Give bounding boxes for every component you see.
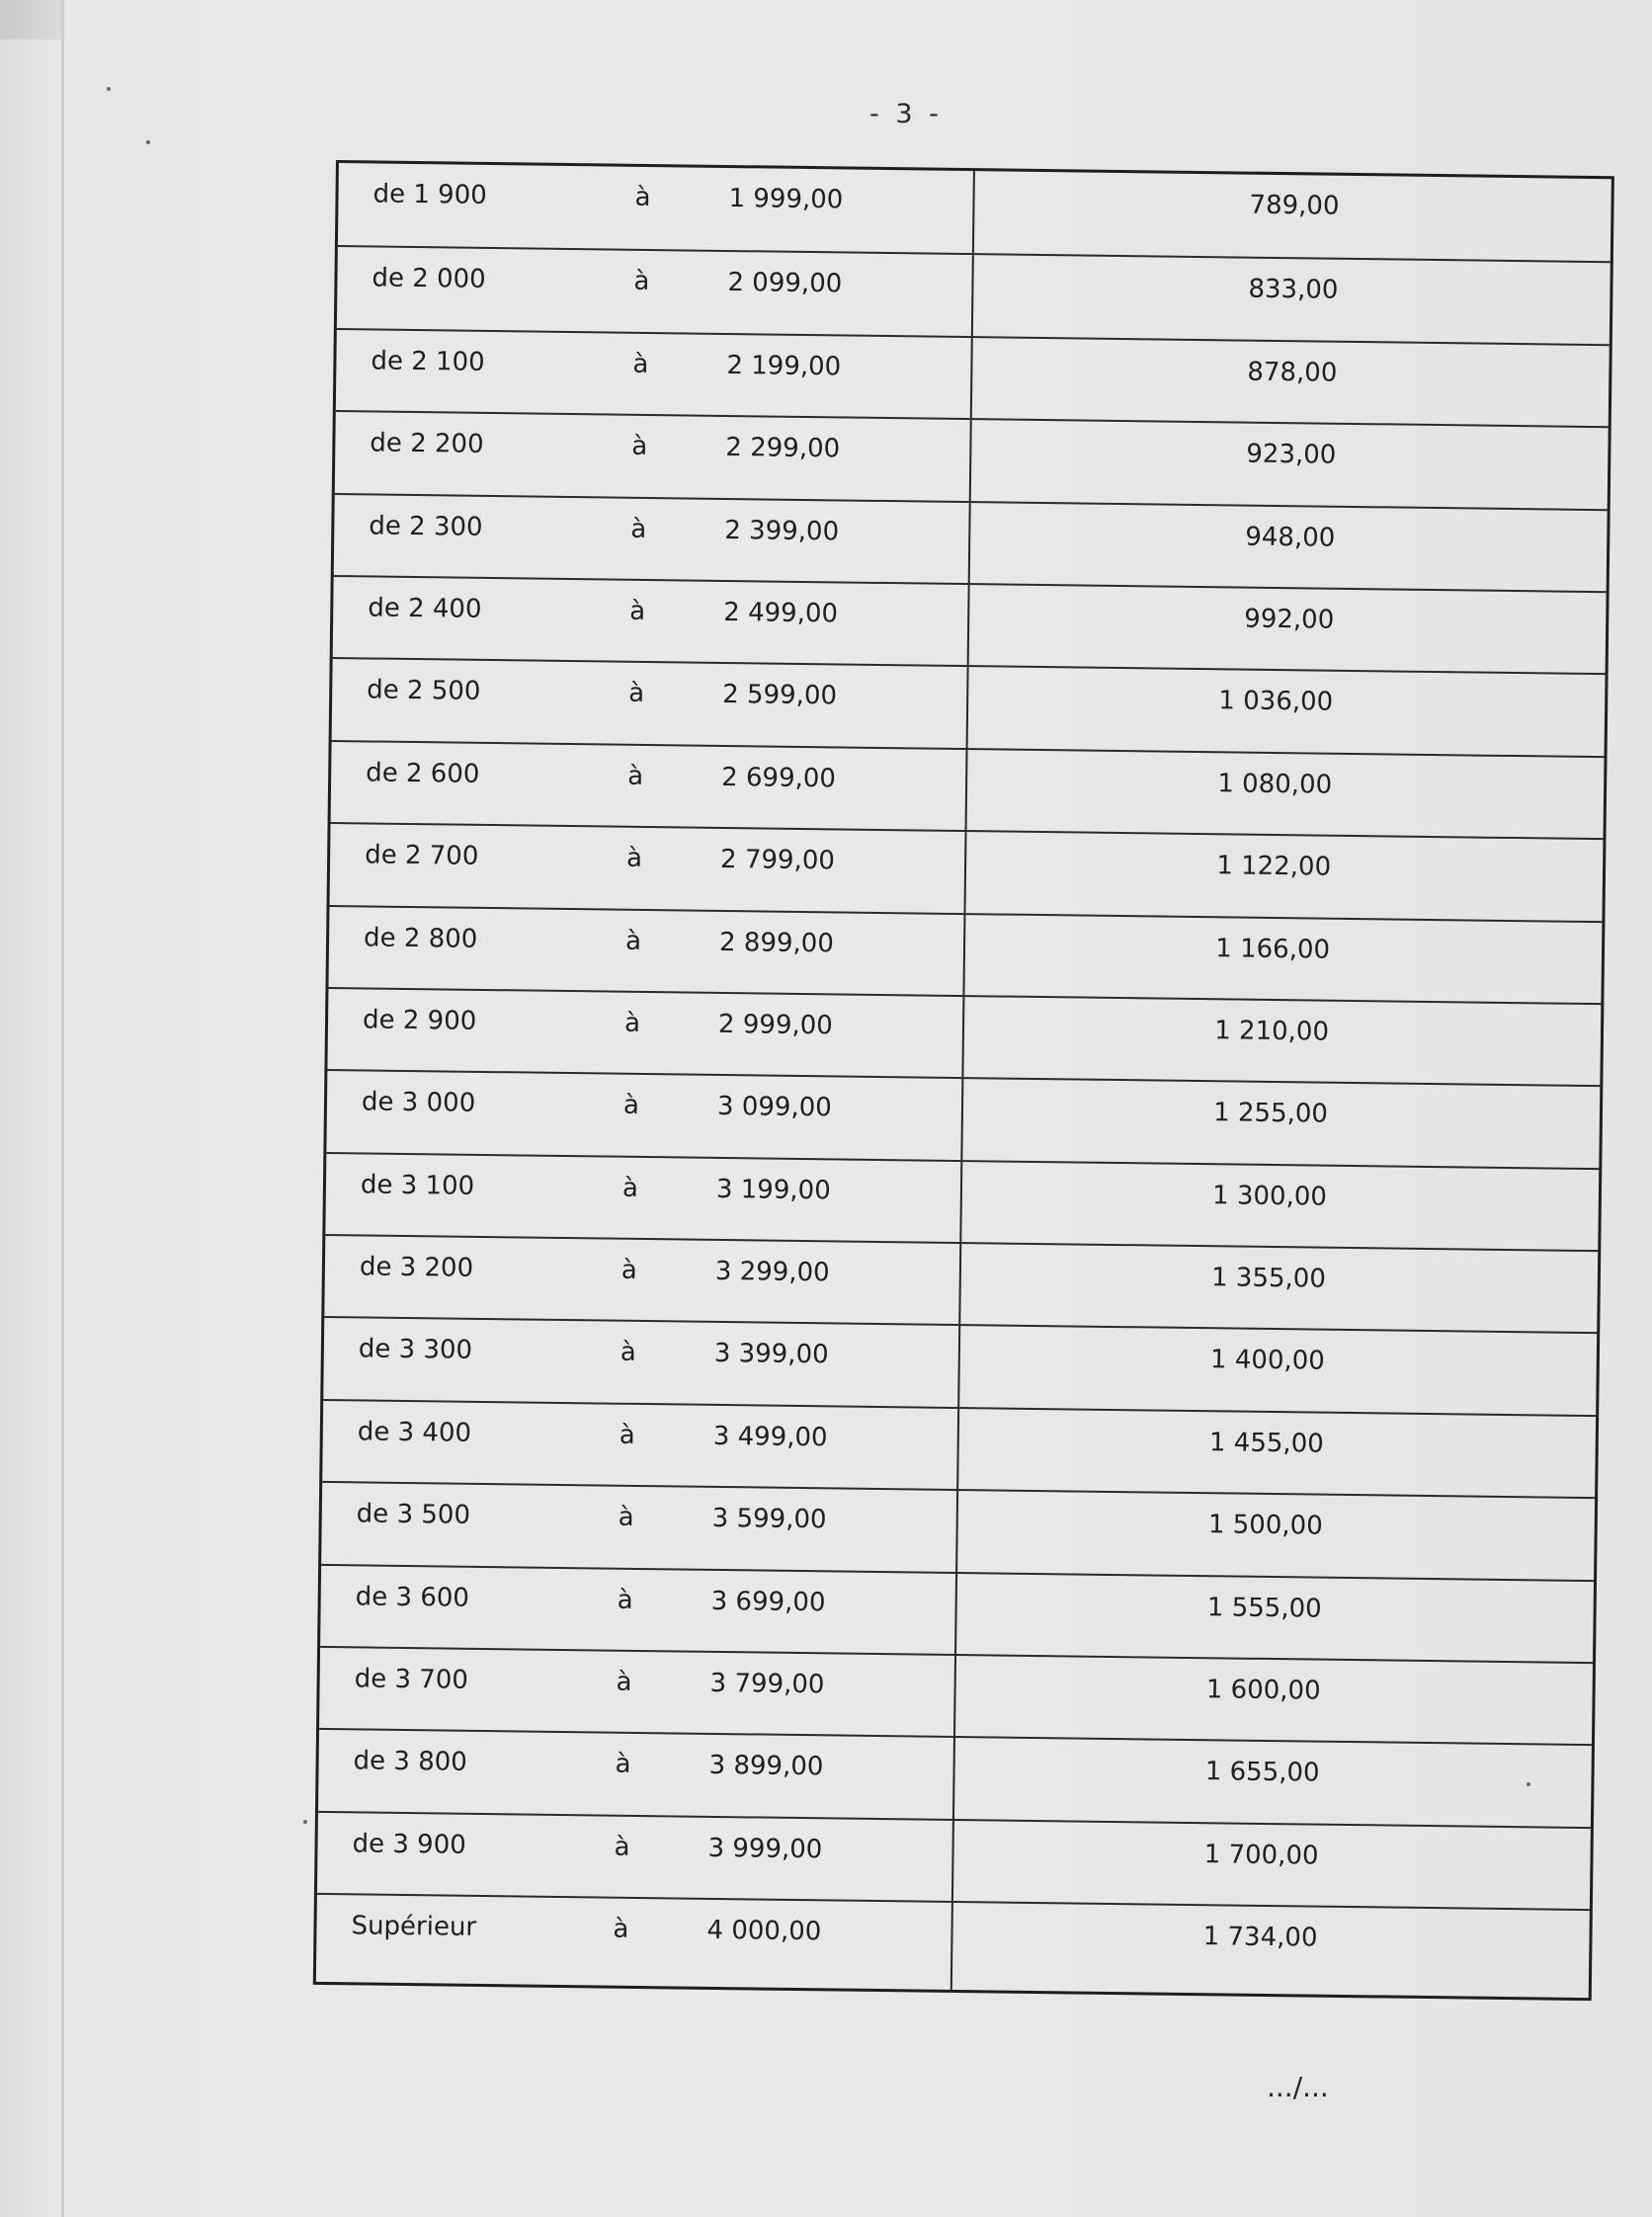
range-to: 2 799,00	[719, 845, 836, 876]
range-from: de 2 700	[364, 840, 479, 871]
range-separator: à	[621, 1173, 639, 1203]
scan-speck	[1527, 1782, 1530, 1786]
amount-value: 1 455,00	[1208, 1428, 1324, 1459]
range-separator: à	[633, 267, 650, 297]
table-row	[333, 575, 1607, 674]
amount-value: 992,00	[1244, 604, 1335, 635]
range-to: 2 699,00	[720, 762, 837, 794]
range-from: de 3 600	[355, 1582, 470, 1613]
range-to: 2 599,00	[722, 680, 838, 711]
table-row	[338, 163, 1611, 262]
scan-speck	[107, 87, 111, 91]
amount-cell	[954, 1738, 1592, 1826]
range-separator: à	[618, 1502, 634, 1533]
table-row	[336, 328, 1610, 427]
amount-value: 1 600,00	[1205, 1675, 1321, 1706]
range-to: 3 399,00	[713, 1339, 829, 1370]
range-separator: à	[630, 514, 647, 544]
amount-value: 923,00	[1246, 439, 1337, 470]
range-separator: à	[632, 349, 649, 379]
range-to: 2 399,00	[724, 515, 840, 546]
range-from: de 3 700	[354, 1664, 469, 1695]
amount-value: 1 166,00	[1215, 933, 1331, 965]
amount-cell	[959, 1327, 1597, 1415]
range-from: Supérieur	[351, 1911, 477, 1943]
range-from: de 3 300	[358, 1334, 473, 1366]
amount-value: 948,00	[1245, 522, 1336, 553]
amount-value: 1 036,00	[1218, 686, 1334, 718]
scan-edge-shadow	[0, 0, 61, 40]
range-separator: à	[624, 926, 642, 956]
scan-speck	[303, 1820, 307, 1824]
table-row	[325, 1152, 1599, 1251]
amount-value: 1 122,00	[1216, 851, 1332, 882]
amount-cell	[952, 1903, 1590, 1998]
table-row	[330, 822, 1604, 921]
amount-cell	[971, 420, 1609, 508]
amount-value: 1 734,00	[1202, 1922, 1318, 1953]
range-cell	[319, 1648, 956, 1736]
range-cell	[331, 742, 968, 830]
amount-value: 1 700,00	[1203, 1839, 1319, 1871]
range-from: de 3 000	[361, 1087, 476, 1119]
range-to: 2 999,00	[717, 1009, 833, 1041]
range-cell	[338, 163, 975, 253]
amount-value: 878,00	[1247, 357, 1338, 388]
table-row	[323, 1316, 1597, 1415]
table-row	[332, 657, 1606, 756]
range-to: 3 999,00	[707, 1833, 823, 1865]
range-from: de 3 200	[359, 1252, 474, 1283]
range-cell	[325, 1154, 962, 1242]
amount-cell	[968, 667, 1606, 755]
amount-value: 833,00	[1248, 275, 1339, 306]
range-from: de 3 900	[352, 1829, 466, 1860]
table-row	[331, 740, 1605, 839]
range-from: de 2 800	[363, 922, 478, 954]
page-number: - 3 -	[869, 99, 943, 129]
amount-value: 1 210,00	[1214, 1016, 1330, 1047]
range-separator: à	[619, 1420, 635, 1450]
range-separator: à	[614, 1832, 630, 1862]
range-to: 3 899,00	[708, 1751, 824, 1782]
amount-value: 789,00	[1249, 190, 1340, 221]
range-cell	[318, 1730, 955, 1818]
range-to: 4 000,00	[706, 1916, 822, 1947]
table-row	[319, 1646, 1593, 1745]
amount-cell	[969, 585, 1607, 673]
range-separator: à	[627, 761, 644, 791]
range-separator: à	[622, 1091, 640, 1121]
range-to: 3 499,00	[712, 1421, 828, 1453]
range-cell	[333, 577, 970, 665]
range-from: de 2 300	[369, 511, 483, 542]
range-cell	[317, 1813, 954, 1901]
table-row	[327, 987, 1601, 1086]
range-separator: à	[617, 1585, 633, 1615]
range-separator: à	[634, 182, 651, 213]
amount-cell	[972, 338, 1610, 426]
amount-cell	[970, 503, 1608, 591]
range-cell	[326, 1071, 963, 1159]
range-to: 2 099,00	[727, 268, 843, 299]
range-from: de 3 100	[360, 1170, 475, 1201]
range-cell	[334, 495, 971, 583]
range-separator: à	[620, 1255, 638, 1285]
range-separator: à	[625, 843, 643, 874]
range-from: de 3 500	[356, 1499, 471, 1531]
amount-cell	[967, 750, 1605, 838]
page-edge-line	[61, 0, 64, 2217]
amount-value: 1 080,00	[1217, 768, 1333, 800]
range-cell	[330, 824, 967, 912]
table-row	[317, 1811, 1591, 1910]
amount-cell	[955, 1656, 1593, 1744]
rate-table	[313, 160, 1614, 2001]
range-to: 2 899,00	[718, 927, 835, 958]
range-cell	[323, 1318, 960, 1406]
range-separator: à	[615, 1750, 631, 1780]
range-cell	[327, 989, 964, 1077]
table-row	[335, 410, 1609, 509]
range-to: 3 299,00	[714, 1256, 830, 1288]
table-row	[318, 1728, 1592, 1827]
range-cell	[316, 1895, 953, 1990]
range-from: de 3 400	[357, 1417, 472, 1448]
range-from: de 2 500	[367, 675, 481, 707]
range-to: 3 099,00	[716, 1092, 832, 1123]
table-row	[320, 1564, 1594, 1663]
range-to: 3 799,00	[709, 1668, 825, 1700]
range-cell	[320, 1566, 957, 1654]
amount-cell	[957, 1491, 1595, 1579]
range-cell	[337, 247, 974, 335]
range-from: de 2 000	[372, 263, 486, 295]
amount-cell	[958, 1409, 1596, 1497]
range-from: de 2 100	[371, 346, 485, 377]
table-row	[328, 904, 1602, 1003]
amount-value: 1 500,00	[1207, 1510, 1323, 1541]
range-to: 3 699,00	[710, 1586, 826, 1617]
range-to: 3 199,00	[715, 1174, 831, 1206]
amount-value: 1 555,00	[1206, 1592, 1322, 1624]
range-to: 2 299,00	[725, 433, 841, 464]
table-row	[334, 493, 1608, 592]
range-from: de 1 900	[372, 179, 487, 210]
table-row	[322, 1399, 1596, 1498]
amount-cell	[974, 171, 1611, 261]
amount-cell	[973, 256, 1611, 344]
table-row	[337, 245, 1611, 344]
range-cell	[322, 1401, 959, 1489]
range-separator: à	[620, 1338, 636, 1368]
range-from: de 3 800	[353, 1746, 468, 1778]
scan-speck	[146, 140, 150, 144]
range-cell	[335, 412, 972, 500]
range-from: de 2 400	[368, 593, 482, 624]
amount-cell	[953, 1821, 1591, 1909]
range-cell	[324, 1236, 961, 1324]
amount-cell	[963, 997, 1601, 1085]
range-cell	[336, 330, 973, 418]
amount-value: 1 355,00	[1210, 1263, 1327, 1294]
amount-value: 1 300,00	[1211, 1180, 1328, 1212]
amount-cell	[956, 1574, 1594, 1662]
amount-value: 1 400,00	[1209, 1345, 1325, 1377]
range-cell	[328, 906, 965, 994]
range-from: de 2 900	[362, 1005, 477, 1036]
range-separator: à	[629, 596, 646, 626]
continuation-mark: .../...	[1267, 2071, 1329, 2103]
range-separator: à	[613, 1914, 629, 1945]
range-from: de 2 200	[370, 428, 484, 460]
amount-value: 1 655,00	[1204, 1757, 1320, 1789]
table-row	[326, 1069, 1600, 1168]
amount-value: 1 255,00	[1212, 1098, 1329, 1129]
amount-cell	[960, 1244, 1598, 1332]
range-to: 2 199,00	[726, 350, 842, 382]
range-separator: à	[628, 679, 645, 709]
range-cell	[321, 1483, 958, 1571]
range-cell	[332, 659, 969, 747]
table-row	[321, 1481, 1595, 1580]
amount-cell	[961, 1162, 1599, 1250]
amount-cell	[964, 915, 1602, 1003]
range-from: de 2 600	[366, 758, 480, 789]
amount-cell	[962, 1079, 1600, 1167]
table-row	[316, 1893, 1590, 1998]
range-separator: à	[616, 1667, 632, 1697]
range-separator: à	[623, 1008, 641, 1038]
range-to: 2 499,00	[723, 597, 839, 629]
range-separator: à	[631, 431, 648, 462]
amount-cell	[965, 832, 1603, 920]
table-row	[324, 1234, 1598, 1333]
range-to: 3 599,00	[711, 1504, 827, 1535]
range-to: 1 999,00	[728, 183, 844, 215]
